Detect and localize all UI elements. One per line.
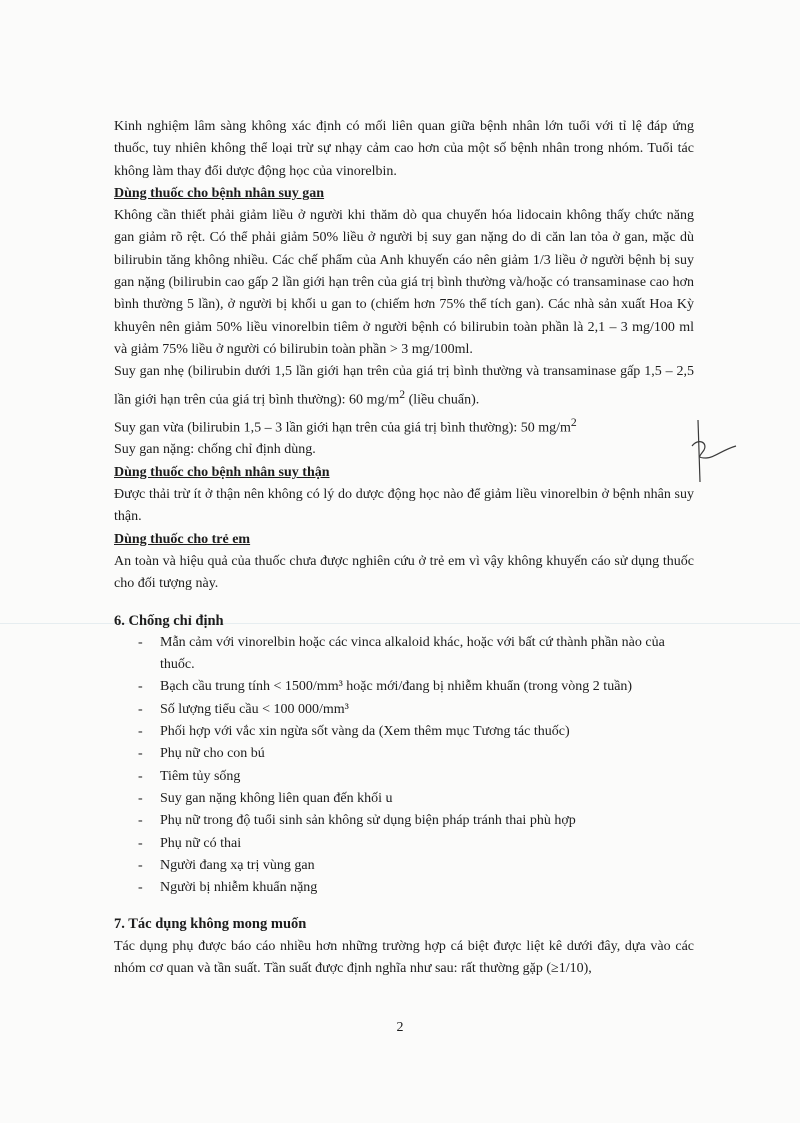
kidney-paragraph: Được thải trừ ít ở thận nên không có lý do dược động học nào để giảm liều vinorelbin ở bệnh nhân suy thận. <box>114 487 694 525</box>
list-item: - Phụ nữ trong độ tuổi sinh sản không sử dụng biện pháp tránh thai phù hợp <box>114 810 694 832</box>
liver-heading: Dùng thuốc cho bệnh nhân suy gan <box>114 185 325 201</box>
liver-moderate-line <box>114 412 694 440</box>
liver-mild-tail: (liều chuẩn). <box>405 392 480 408</box>
children-heading: Dùng thuốc cho trẻ em <box>114 531 251 547</box>
page-number: 2 <box>396 1020 404 1035</box>
list-item: - Suy gan nặng không liên quan đến khối u <box>114 788 694 810</box>
list-item: - Phụ nữ có thai <box>114 833 694 855</box>
list-item: - Phụ nữ cho con bú <box>114 743 694 765</box>
liver-moderate-text: Suy gan vừa (bilirubin 1,5 – 3 lần giới hạn trên của giá trị bình thường): 50 mg/m <box>114 420 571 436</box>
children-paragraph: An toàn và hiệu quả của thuốc chưa được nghiên cứu ở trẻ em vì vậy không khuyến cáo sử dụng thuốc cho đối tượng này. <box>114 553 694 592</box>
side-effects-title: 7. Tác dụng không mong muốn <box>114 916 307 933</box>
document-body <box>114 116 694 980</box>
liver-mild-text: Suy gan nhẹ (bilirubin dưới 1,5 lần giới hạn trên của giá trị bình thường và transaminase gấp 1,5 – 2,5 lần giới hạn trên của giá trị bình thường): 60 mg/m <box>114 364 694 408</box>
intro-paragraph: Kinh nghiệm lâm sàng không xác định có mối liên quan giữa bệnh nhân lớn tuổi với tỉ lệ đáp ứng thuốc, tuy nhiên không thể loại trừ sự nhạy cảm cao hơn của một số bệnh nhân trong nhóm. Tuổi tác không làm thay đổi dược động học của vinorelbin. <box>114 119 694 179</box>
liver-mild-sup: 2 <box>399 387 406 401</box>
handwritten-initial-mark <box>684 416 744 486</box>
list-item: - Bạch cầu trung tính < 1500/mm³ hoặc mới/đang bị nhiễm khuẩn (trong vòng 2 tuần) <box>114 676 694 698</box>
list-item: - Phối hợp với vắc xin ngừa sốt vàng da (Xem thêm mục Tương tác thuốc) <box>114 721 694 743</box>
liver-paragraph: Không cần thiết phải giảm liều ở người khi thăm dò qua chuyển hóa lidocain không thấy chức năng gan giảm rõ rệt. Có thể phải giảm 50% liều ở người bị suy gan nặng do di căn lan tỏa ở gan, mặc dù bilirubin tăng không nhiều. Các chế phẩm của Anh khuyến cáo nên giảm 1/3 liều ở người bệnh bị suy gan nặng (bilirubin cao gấp 2 lần giới hạn trên của giá trị bình thường và/hoặc có transaminase cao hơn bình thường 5 lần), ở người bị khối u gan to (chiếm hơn 75% thể tích gan). Các nhà sản xuất Hoa Kỳ khuyên nên giảm 50% liều vinorelbin tiêm ở người bệnh có bilirubin toàn phần là 2,1 – 3 mg/100 ml và giảm 75% liều ở người có bilirubin toàn phần > 3 mg/100ml. <box>114 208 694 357</box>
list-item: - Người bị nhiễm khuẩn nặng <box>114 877 694 899</box>
kidney-heading: Dùng thuốc cho bệnh nhân suy thận <box>114 464 330 480</box>
contraindications-list <box>114 632 694 900</box>
liver-severe-line: Suy gan nặng: chống chỉ định dùng. <box>114 442 316 458</box>
liver-moderate-sup: 2 <box>570 415 577 429</box>
contraindications-title: 6. Chống chỉ định <box>114 612 224 629</box>
side-effects-paragraph: Tác dụng phụ được báo cáo nhiều hơn những trường hợp cá biệt được liệt kê dưới đây, dựa vào các nhóm cơ quan và tần suất. Tần suất được định nghĩa như sau: rất thường gặp (≥1/10), <box>114 938 694 976</box>
list-item: - Tiêm tủy sống <box>114 766 694 788</box>
list-item: - Số lượng tiểu cầu < 100 000/mm³ <box>114 699 694 721</box>
liver-mild-line <box>114 361 694 411</box>
list-item: - Người đang xạ trị vùng gan <box>114 855 694 877</box>
list-item: - Mẫn cảm với vinorelbin hoặc các vinca alkaloid khác, hoặc với bất cứ thành phần nào của thuốc. <box>114 632 694 677</box>
